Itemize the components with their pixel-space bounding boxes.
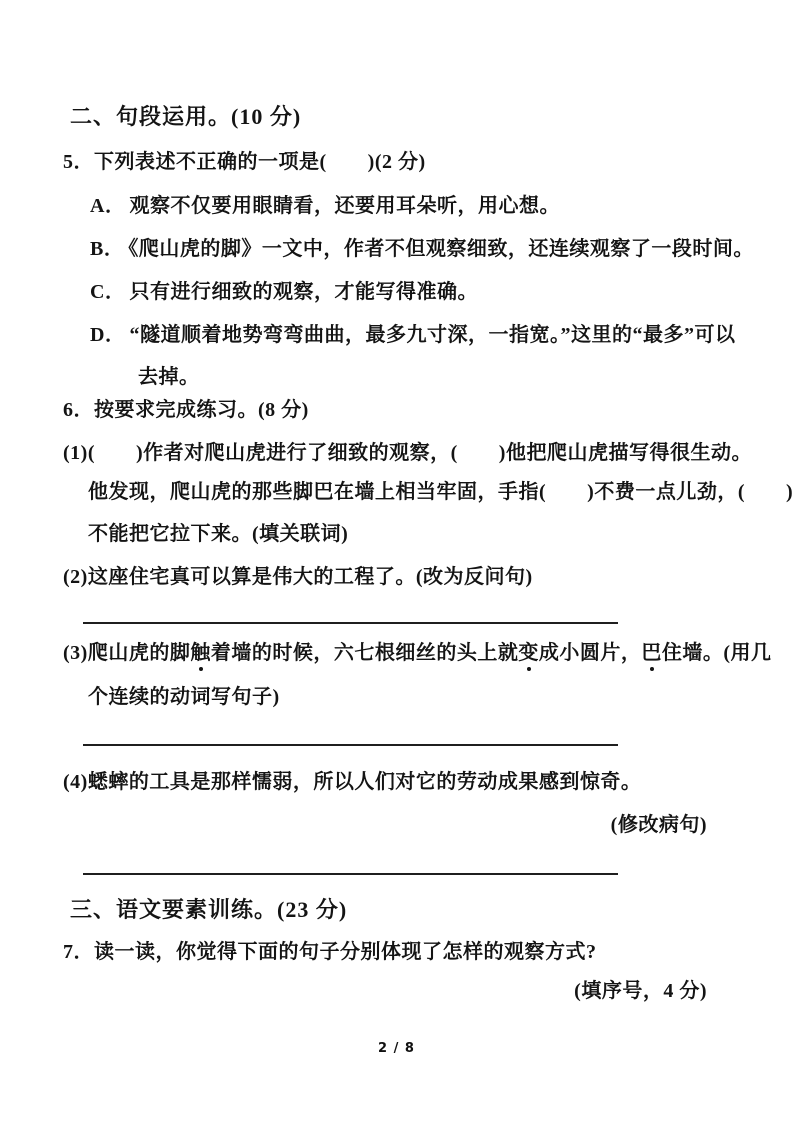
option-c-label: C．	[90, 281, 126, 303]
q6-item-3-line-1	[63, 640, 772, 666]
page-number: 2 / 8	[378, 1041, 415, 1056]
q6-item-1-line-2: 他发现，爬山虎的那些脚巴在墙上相当牢固，手指( )不费一点儿劲，( )	[88, 481, 793, 503]
question-6-stem: 6．按要求完成练习。(8 分)	[63, 399, 309, 421]
q6-item-4-instruction-note: (修改病句)	[610, 814, 707, 836]
q6-item-1-line-3: 不能把它拉下来。(填关联词)	[88, 523, 349, 545]
question-5-option-d	[90, 322, 735, 348]
question-7-stem: 7．读一读，你觉得下面的句子分别体现了怎样的观察方式?	[63, 941, 597, 963]
q6-item-2-line-1: (2)这座住宅真可以算是伟大的工程了。(改为反问句)	[63, 566, 533, 588]
emphasized-verb: 触	[190, 642, 211, 664]
option-d-text: “隧道顺着地势弯弯曲曲，最多九寸深，一指宽。”这里的“最多”可以	[129, 324, 736, 346]
answer-blank-line-2	[83, 744, 618, 746]
q6-item-3-segment: 成小圆片，	[538, 642, 642, 664]
option-b-text: 《爬山虎的脚》一文中，作者不但观察细致，还连续观察了一段时间。	[128, 238, 754, 260]
q6-item-1-line-1: (1)( )作者对爬山虎进行了细致的观察，( )他把爬山虎描写得很生动。	[63, 442, 752, 464]
question-5-option-c	[90, 279, 478, 305]
question-5-option-d-line-2: 去掉。	[138, 366, 200, 388]
emphasized-verb: 变	[518, 642, 539, 664]
q6-item-4-line-1: (4)蟋蟀的工具是那样懦弱，所以人们对它的劳动成果感到惊奇。	[63, 771, 642, 793]
q6-item-3-segment: 着墙的时候，六七根细丝的头上就	[210, 642, 519, 664]
option-a-text: 观察不仅要用眼睛看，还要用耳朵听，用心想。	[129, 195, 560, 217]
q6-item-3-segment: (3)爬山虎的脚	[63, 642, 191, 664]
answer-blank-line-1	[83, 622, 618, 624]
option-d-label: D．	[90, 324, 126, 346]
emphasized-verb: 巴	[641, 642, 662, 664]
question-5-stem: 5．下列表述不正确的一项是( )(2 分)	[63, 151, 426, 173]
option-a-label: A．	[90, 195, 126, 217]
option-b-label: B．	[90, 238, 125, 260]
question-7-instruction-note: (填序号，4 分)	[574, 980, 707, 1002]
question-5-option-a	[90, 193, 560, 219]
q6-item-3-line-2: 个连续的动词写句子)	[88, 686, 280, 708]
section-2-heading: 二、句段运用。(10 分)	[70, 104, 302, 129]
question-5-option-b	[90, 236, 754, 262]
option-c-text: 只有进行细致的观察，才能写得准确。	[129, 281, 478, 303]
q6-item-3-segment: 住墙。(用几	[661, 642, 772, 664]
answer-blank-line-3	[83, 873, 618, 875]
section-3-heading: 三、语文要素训练。(23 分)	[70, 897, 348, 922]
